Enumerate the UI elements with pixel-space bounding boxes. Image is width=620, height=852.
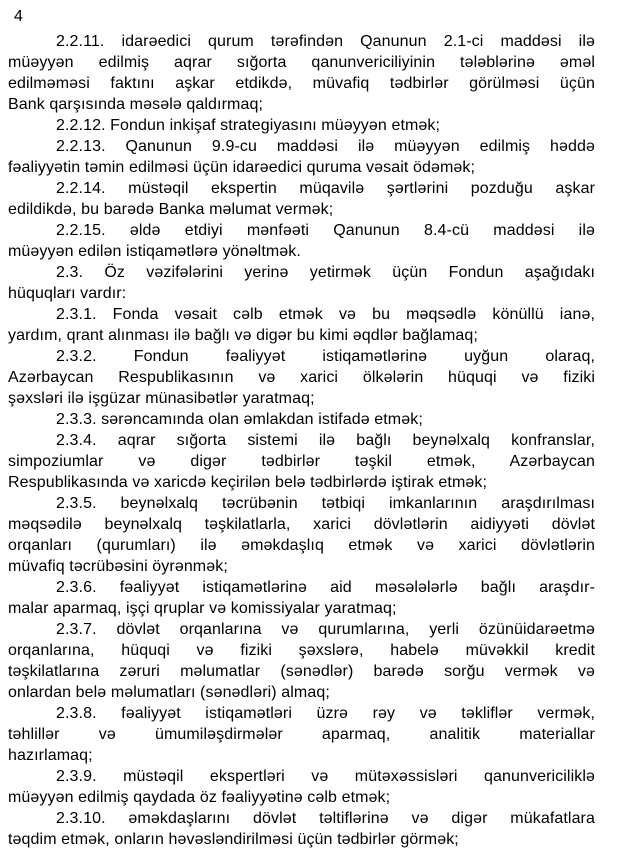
text-line: Bank qarşısında məsələ qaldırmaq;: [8, 96, 263, 113]
text-line: 2.2.15. əldə etdiyi mənfəəti Qanunun 8.4-cü maddəsi ilə: [56, 222, 595, 239]
text-line: təqdim etmək, onların həvəsləndirilməsi üçün tədbirlər görmək;: [8, 831, 459, 848]
paragraph-2-3-4: [8, 430, 595, 493]
text-line: məqsədilə beynəlxalq təşkilatlarla, xarici dövlətlərin aidiyyəti dövlət: [8, 516, 595, 533]
paragraph-2-2-12: [8, 115, 595, 136]
text-line: 2.3.9. müstəqil ekspertləri və mütəxəssisləri qanunvericiliklə: [56, 768, 595, 785]
text-line: simpoziumlar və digər tədbirlər təşkil etmək, Azərbaycan: [8, 453, 595, 470]
paragraph-2-3-7: [8, 619, 595, 703]
paragraph-2-2-11: [8, 31, 595, 115]
text-line: 2.2.13. Qanunun 9.9-cu maddəsi ilə müəyyən edilmiş həddə: [56, 138, 595, 155]
paragraph-2-3-2: [8, 346, 595, 409]
text-line: 2.3.4. aqrar sığorta sistemi ilə bağlı beynəlxalq konfranslar,: [56, 432, 595, 449]
text-line: orqanlarına, hüquqi və fiziki şəxslərə, habelə müvəkkil kredit: [8, 642, 595, 659]
text-line: 2.2.14. müstəqil ekspertin müqavilə şərtlərini pozduğu aşkar: [56, 180, 595, 197]
paragraph-2-3-1: [8, 304, 595, 346]
text-line: müəyyən edilmiş qaydada öz fəaliyyətinə cəlb etmək;: [8, 789, 391, 806]
paragraph-2-3-8: [8, 703, 595, 766]
paragraph-2-3-9: [8, 766, 595, 808]
text-line: yardım, qrant alınması ilə bağlı və digər bu kimi əqdlər bağlamaq;: [8, 327, 478, 344]
text-line: edildikdə, bu barədə Banka məlumat vermək;: [8, 201, 334, 218]
text-line: 2.3.8. fəaliyyət istiqamətləri üzrə rəy və təkliflər vermək,: [56, 705, 595, 722]
text-line: 2.2.11. idarəedici qurum tərəfindən Qanunun 2.1-ci maddəsi ilə: [56, 33, 595, 50]
text-line: 2.2.12. Fondun inkişaf strategiyasını müəyyən etmək;: [56, 117, 441, 134]
text-line: 2.3.2. Fondun fəaliyyət istiqamətlərinə uyğun olaraq,: [56, 348, 595, 365]
paragraph-2-2-13: [8, 136, 595, 178]
text-line: şəxsləri ilə işgüzar münasibətlər yaratmaq;: [8, 390, 315, 407]
text-line: hüquqları vardır:: [8, 285, 127, 302]
text-line: 2.3. Öz vəzifələrini yerinə yetirmək üçün Fondun aşağıdakı: [56, 264, 595, 281]
paragraph-2-3-5: [8, 493, 595, 577]
text-line: müəyyən edilmiş aqrar sığorta qanunvericiliyinin tələblərinə əməl: [8, 54, 595, 71]
page-number: 4: [14, 8, 23, 25]
text-line: Respublikasında və xaricdə keçirilən belə tədbirlərdə iştirak etmək;: [8, 474, 488, 491]
text-line: 2.3.1. Fonda vəsait cəlb etmək və bu məqsədlə könüllü ianə,: [56, 306, 595, 323]
paragraph-2-3: [8, 262, 595, 304]
text-line: orqanları (qurumları) ilə əməkdaşlıq etmək və xarici dövlətlərin: [8, 537, 595, 554]
text-line: təşkilatlarına zəruri məlumatlar (sənədlər) barədə sorğu vermək və: [8, 663, 595, 680]
text-line: hazırlamaq;: [8, 747, 93, 764]
text-line: 2.3.3. sərəncamında olan əmlakdan istifadə etmək;: [56, 411, 423, 428]
paragraph-2-3-10: [8, 808, 595, 850]
paragraph-2-2-15: [8, 220, 595, 262]
paragraph-2-2-14: [8, 178, 595, 220]
text-line: fəaliyyətin təmin edilməsi üçün idarəedici quruma vəsait ödəmək;: [8, 159, 476, 176]
text-line: müvafiq təcrübəsini öyrənmək;: [8, 558, 228, 575]
text-line: Azərbaycan Respublikasının və xarici ölkələrin hüquqi və fiziki: [8, 369, 595, 386]
text-line: onlardan belə məlumatları (sənədləri) almaq;: [8, 684, 330, 701]
paragraph-2-3-3: [8, 409, 595, 430]
text-line: 2.3.7. dövlət orqanlarına və qurumlarına, yerli özünüidarəetmə: [56, 621, 595, 638]
text-line: 2.3.5. beynəlxalq təcrübənin tətbiqi imkanlarının araşdırılması: [56, 495, 595, 512]
text-line: təhlillər və ümumiləşdirmələr aparmaq, analitik materiallar: [8, 726, 595, 743]
text-line: edilməməsi faktını aşkar etdikdə, müvafiq tədbirlər görülməsi üçün: [8, 75, 595, 92]
paragraph-2-3-6: [8, 577, 595, 619]
text-line: malar aparmaq, işçi qruplar və komissiyalar yaratmaq;: [8, 600, 397, 617]
text-line: müəyyən edilən istiqamətlərə yönəltmək.: [8, 243, 301, 260]
text-line: 2.3.10. əməkdaşlarını dövlət təltiflərinə və digər mükafatlara: [56, 810, 595, 827]
document-body: [8, 31, 595, 850]
text-line: 2.3.6. fəaliyyət istiqamətlərinə aid məsələlərlə bağlı araşdır-: [56, 579, 595, 596]
